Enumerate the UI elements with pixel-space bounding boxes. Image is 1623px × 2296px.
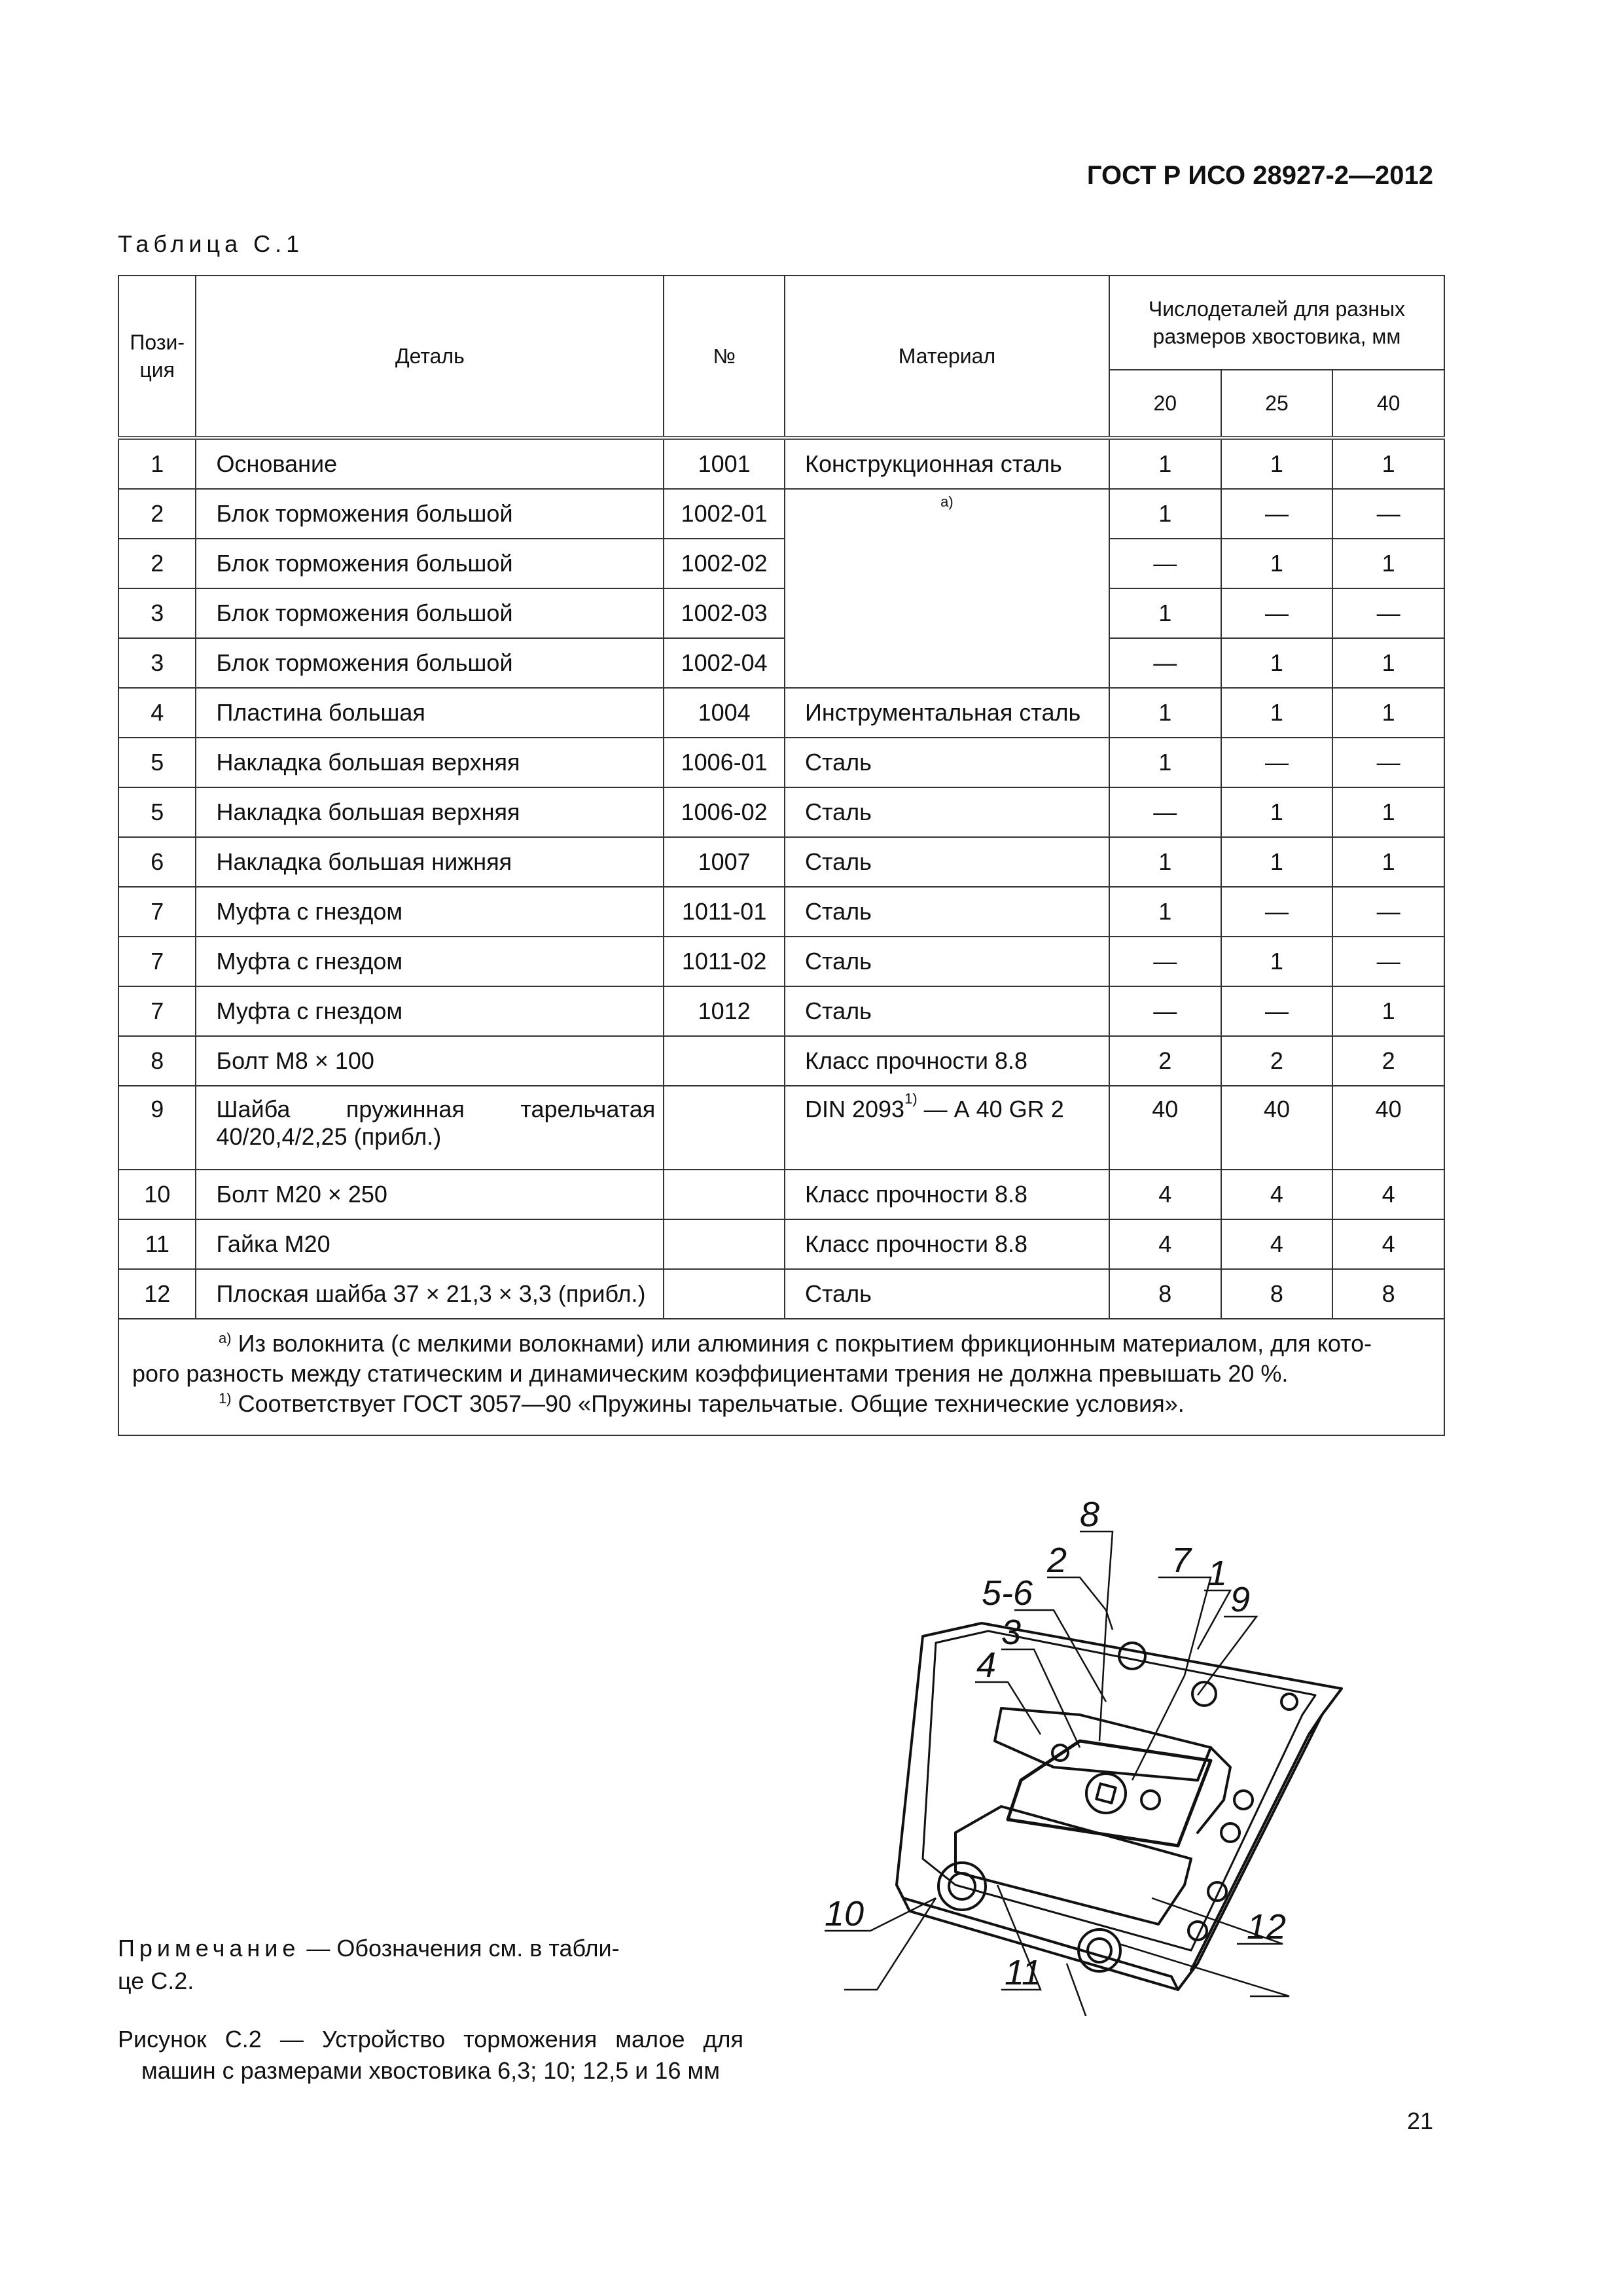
cell-count-40: 40	[1332, 1086, 1444, 1170]
callout-8: 8	[1080, 1495, 1100, 1534]
callout-9: 9	[1230, 1580, 1251, 1619]
cell-count-20: 40	[1109, 1086, 1221, 1170]
cell-count-40: 1	[1332, 539, 1444, 588]
figure-caption-line: Рисунок С.2 — Устройство торможения малое для	[118, 2026, 743, 2053]
cell-number: 1002-02	[664, 539, 785, 588]
cell-position: 3	[118, 588, 196, 638]
cell-material: Сталь	[785, 937, 1109, 986]
cell-number: 1006-02	[664, 787, 785, 837]
table-row	[118, 1269, 1444, 1319]
parts-table	[118, 275, 1445, 1436]
cell-material: Сталь	[785, 738, 1109, 787]
table-footnotes	[118, 1319, 1444, 1435]
cell-material: Класс прочности 8.8	[785, 1170, 1109, 1219]
cell-number	[664, 1036, 785, 1086]
cell-count-20: 1	[1109, 438, 1221, 489]
cell-count-40: —	[1332, 489, 1444, 539]
table-row	[118, 438, 1444, 489]
header-size-40: 40	[1332, 370, 1444, 438]
cell-position: 7	[118, 887, 196, 937]
cell-count-25: 1	[1221, 837, 1333, 887]
figure-caption-line: машин с размерами хвостовика 6,3; 10; 12,5 и 16 мм	[141, 2057, 720, 2084]
header-number: №	[664, 276, 785, 438]
cell-position: 7	[118, 986, 196, 1036]
cell-number	[664, 1170, 785, 1219]
cell-position: 11	[118, 1219, 196, 1269]
table-row	[118, 837, 1444, 887]
cell-count-25: —	[1221, 887, 1333, 937]
cell-material: Сталь	[785, 837, 1109, 887]
cell-number: 1011-01	[664, 887, 785, 937]
callout-4: 4	[976, 1645, 997, 1685]
material-rest: — А 40 GR 2	[917, 1096, 1064, 1122]
table-row	[118, 688, 1444, 738]
cell-position: 8	[118, 1036, 196, 1086]
footnote-ref: 1)	[904, 1090, 918, 1107]
callout-11: 11	[1005, 1953, 1042, 1992]
figure-caption	[118, 2024, 743, 2087]
cell-number: 1002-01	[664, 489, 785, 539]
cell-count-25: 4	[1221, 1219, 1333, 1269]
cell-count-40: 8	[1332, 1269, 1444, 1319]
cell-material: Сталь	[785, 986, 1109, 1036]
cell-position: 1	[118, 438, 196, 489]
cell-detail: Болт М8 × 100	[196, 1036, 664, 1086]
cell-count-40: 1	[1332, 638, 1444, 688]
callout-2: 2	[1047, 1541, 1067, 1580]
hole-1	[1281, 1694, 1297, 1710]
cell-detail: Пластина большая	[196, 688, 664, 738]
table-row	[118, 1036, 1444, 1086]
cell-detail: Блок торможения большой	[196, 638, 664, 688]
cell-count-40: —	[1332, 937, 1444, 986]
table-row	[118, 1086, 1444, 1170]
cell-count-40: 2	[1332, 1036, 1444, 1086]
table-row	[118, 887, 1444, 937]
cell-count-40: —	[1332, 887, 1444, 937]
detail-line: 40/20,4/2,25 (прибл.)	[216, 1123, 442, 1150]
cell-number: 1007	[664, 837, 785, 887]
hole-3	[1221, 1823, 1240, 1842]
cell-count-25: 8	[1221, 1269, 1333, 1319]
cell-count-20: 2	[1109, 1036, 1221, 1086]
cell-position: 5	[118, 738, 196, 787]
table-row	[118, 787, 1444, 837]
cell-material: Инструментальная сталь	[785, 688, 1109, 738]
cell-number: 1002-03	[664, 588, 785, 638]
cell-count-40: —	[1332, 588, 1444, 638]
cell-detail: Блок торможения большой	[196, 588, 664, 638]
cell-count-25: 4	[1221, 1170, 1333, 1219]
cell-detail	[196, 1086, 664, 1170]
table-row	[118, 1219, 1444, 1269]
cell-position: 7	[118, 937, 196, 986]
cell-count-40: 1	[1332, 986, 1444, 1036]
cell-number: 1011-02	[664, 937, 785, 986]
cell-count-20: 1	[1109, 688, 1221, 738]
cell-material	[785, 1086, 1109, 1170]
cell-count-25: 1	[1221, 638, 1333, 688]
table-footnotes-row	[118, 1319, 1444, 1435]
cell-number: 1004	[664, 688, 785, 738]
cell-material-footnote-ref: а)	[785, 489, 1109, 688]
cell-detail: Муфта с гнездом	[196, 986, 664, 1036]
cell-detail: Накладка большая верхняя	[196, 787, 664, 837]
cell-position: 9	[118, 1086, 196, 1170]
cell-position: 5	[118, 787, 196, 837]
cell-count-20: —	[1109, 787, 1221, 837]
cell-material: Сталь	[785, 1269, 1109, 1319]
cell-count-20: 4	[1109, 1170, 1221, 1219]
footnote-a: $^{а)}$ Из волокнита (с мелкими волокнами) или алюминия с покрытием фрикционным материалом, для кото-	[219, 1330, 1372, 1357]
table-row	[118, 539, 1444, 588]
cell-count-25: 1	[1221, 688, 1333, 738]
page-number: 21	[1406, 2108, 1433, 2134]
cell-number	[664, 1086, 785, 1170]
cell-number: 1006-01	[664, 738, 785, 787]
cell-detail: Гайка М20	[196, 1219, 664, 1269]
cell-position: 6	[118, 837, 196, 887]
cell-count-20: 1	[1109, 837, 1221, 887]
cell-detail: Блок торможения большой	[196, 539, 664, 588]
cell-material: Класс прочности 8.8	[785, 1219, 1109, 1269]
cell-count-20: 8	[1109, 1269, 1221, 1319]
cell-detail: Накладка большая нижняя	[196, 837, 664, 887]
cell-detail: Плоская шайба 37 × 21,3 × 3,3 (прибл.)	[196, 1269, 664, 1319]
cell-count-20: 1	[1109, 738, 1221, 787]
cell-material: Сталь	[785, 787, 1109, 837]
detail-line: Шайба пружинная тарельчатая	[216, 1096, 656, 1122]
cell-count-20: —	[1109, 986, 1221, 1036]
cell-detail: Блок торможения большой	[196, 489, 664, 539]
hex-nut-small	[1141, 1791, 1160, 1809]
cell-material: Класс прочности 8.8	[785, 1036, 1109, 1086]
cell-count-25: —	[1221, 588, 1333, 638]
cell-position: 4	[118, 688, 196, 738]
header-size-25: 25	[1221, 370, 1333, 438]
cell-position: 10	[118, 1170, 196, 1219]
cell-count-20: —	[1109, 638, 1221, 688]
table-caption: Таблица С.1	[118, 230, 304, 257]
cell-number	[664, 1219, 785, 1269]
hole-2	[1234, 1791, 1253, 1809]
cell-count-40: —	[1332, 738, 1444, 787]
header-count-group: Числодеталей для разных размеров хвостовика, мм	[1109, 276, 1444, 370]
note-label: Примечание	[118, 1935, 300, 1962]
central-plate	[1008, 1741, 1211, 1846]
cell-count-20: 4	[1109, 1219, 1221, 1269]
cell-number	[664, 1269, 785, 1319]
cell-material: Конструкционная сталь	[785, 438, 1109, 489]
header-material: Материал	[785, 276, 1109, 438]
callout-7: 7	[1171, 1541, 1192, 1580]
callout-5-6: 5-6	[982, 1573, 1033, 1613]
table-row	[118, 937, 1444, 986]
callout-1: 1	[1207, 1554, 1228, 1593]
callout-3: 3	[1001, 1613, 1022, 1652]
cell-count-40: 1	[1332, 787, 1444, 837]
cell-count-40: 1	[1332, 837, 1444, 887]
cell-number: 1012	[664, 986, 785, 1036]
table-row	[118, 1170, 1444, 1219]
cell-count-25: 1	[1221, 937, 1333, 986]
cell-count-40: 1	[1332, 438, 1444, 489]
coupling-socket	[1086, 1774, 1126, 1813]
cell-count-25: 1	[1221, 438, 1333, 489]
table-row	[118, 588, 1444, 638]
cell-position: 3	[118, 638, 196, 688]
footnote-1: $^{1)}$ Соответствует ГОСТ 3057—90 «Пружины тарельчатые. Общие технические условия».	[219, 1390, 1185, 1417]
cell-count-20: —	[1109, 937, 1221, 986]
cell-detail: Муфта с гнездом	[196, 887, 664, 937]
figure-lower-callouts	[805, 1885, 1394, 2055]
table-row	[118, 986, 1444, 1036]
table-row	[118, 638, 1444, 688]
cell-count-25: —	[1221, 986, 1333, 1036]
square-socket	[1096, 1784, 1115, 1803]
cell-count-20: 1	[1109, 588, 1221, 638]
cell-count-25: 1	[1221, 787, 1333, 837]
cell-count-20: 1	[1109, 489, 1221, 539]
cell-position: 12	[118, 1269, 196, 1319]
header-size-20: 20	[1109, 370, 1221, 438]
cell-position: 2	[118, 489, 196, 539]
cell-count-40: 1	[1332, 688, 1444, 738]
cell-count-25: —	[1221, 489, 1333, 539]
standard-designation: ГОСТ Р ИСО 28927-2—2012	[1086, 161, 1433, 190]
cell-count-40: 4	[1332, 1219, 1444, 1269]
cell-detail: Основание	[196, 438, 664, 489]
cell-detail: Накладка большая верхняя	[196, 738, 664, 787]
cell-count-40: 4	[1332, 1170, 1444, 1219]
cell-detail: Муфта с гнездом	[196, 937, 664, 986]
header-detail: Деталь	[196, 276, 664, 438]
cell-count-25: 2	[1221, 1036, 1333, 1086]
cell-count-25: —	[1221, 738, 1333, 787]
note-text-cont: це С.2.	[118, 1967, 194, 1994]
cell-position: 2	[118, 539, 196, 588]
cell-count-20: —	[1109, 539, 1221, 588]
material-main: DIN 2093	[804, 1096, 905, 1122]
callout-10: 10	[825, 1894, 865, 1933]
bolt-rear-left	[1119, 1643, 1145, 1669]
note-text: — Обозначения см. в табли-	[300, 1935, 620, 1962]
cell-number: 1001	[664, 438, 785, 489]
cell-detail: Болт М20 × 250	[196, 1170, 664, 1219]
header-position: Пози-ция	[118, 276, 196, 438]
cell-count-20: 1	[1109, 887, 1221, 937]
cell-material: Сталь	[785, 887, 1109, 937]
footnote-a-continued: рого разность между статическим и динамическим коэффициентами трения не должна превышать 20 %.	[132, 1360, 1289, 1387]
figure-note	[118, 1932, 757, 1998]
cell-count-25: 40	[1221, 1086, 1333, 1170]
table-row	[118, 738, 1444, 787]
cell-number: 1002-04	[664, 638, 785, 688]
table-row	[118, 489, 1444, 539]
callout-12: 12	[1247, 1907, 1287, 1946]
cell-count-25: 1	[1221, 539, 1333, 588]
